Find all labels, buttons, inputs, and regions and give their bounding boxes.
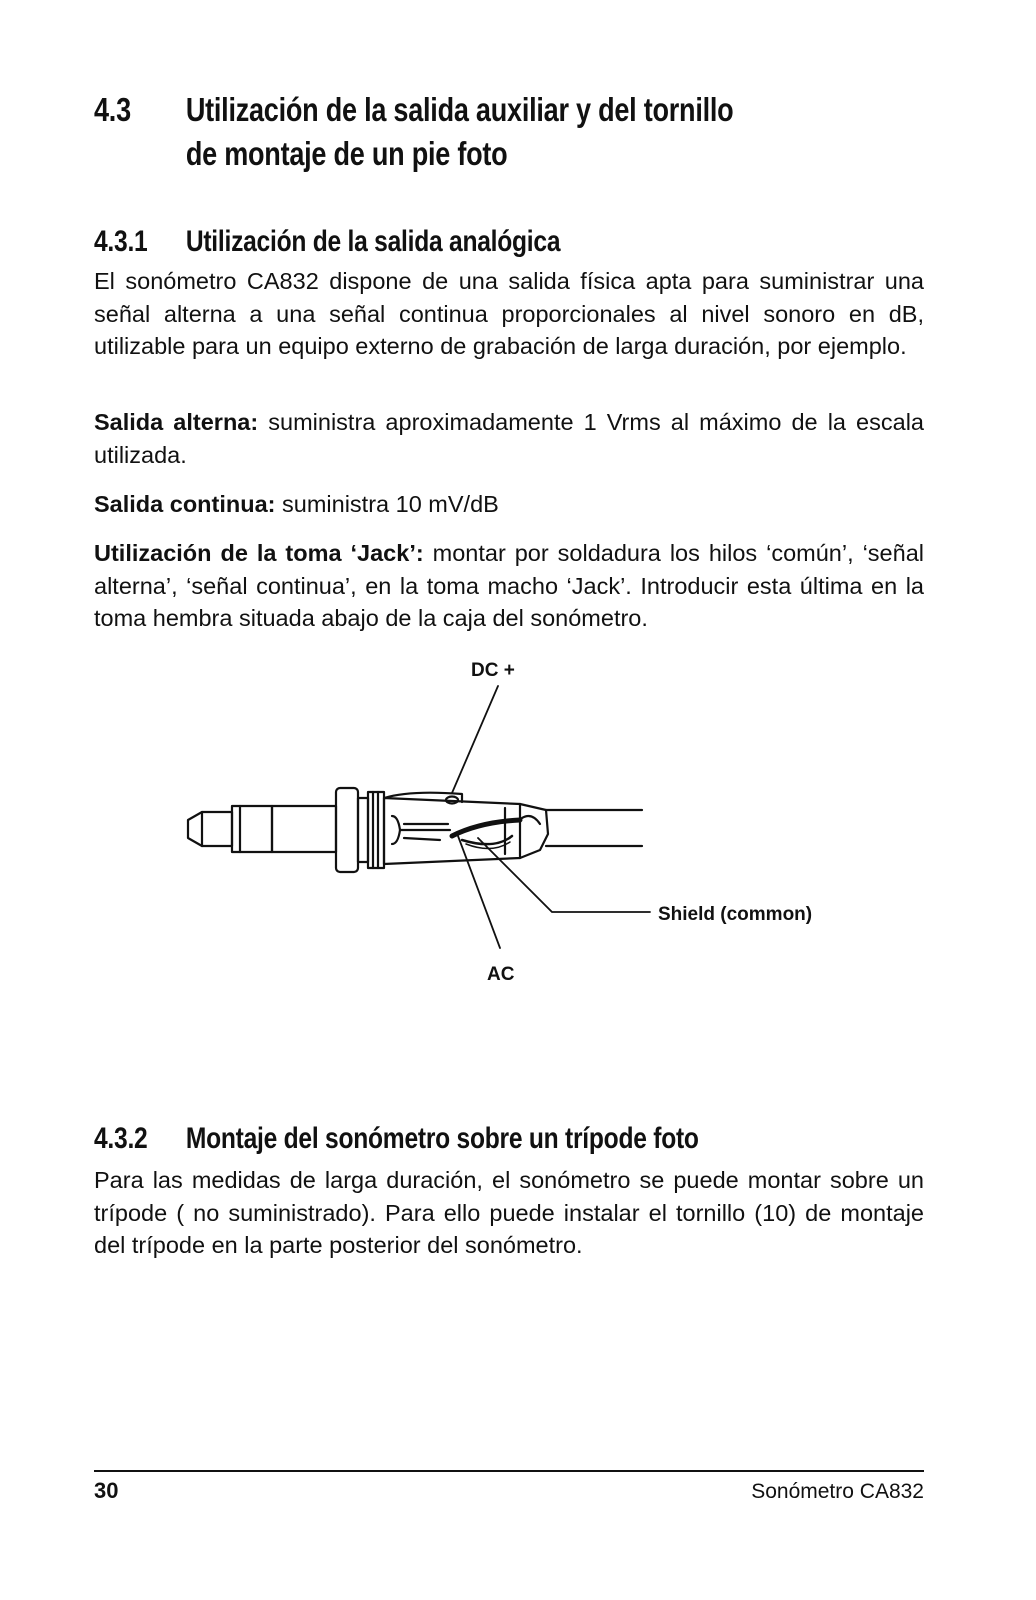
dc-output-text: suministra 10 mV/dB	[275, 491, 499, 517]
shield-leader-line	[478, 838, 650, 912]
jack-tip	[188, 812, 232, 846]
subsection-title: Utilización de la salida analógica	[185, 225, 561, 258]
dc-output-label: Salida continua:	[94, 491, 276, 517]
dc-label: DC +	[471, 660, 515, 681]
subsection-title: Montaje del sonómetro sobre un trípode foto	[185, 1122, 699, 1155]
jack-collar	[336, 788, 358, 872]
subsection-number: 4.3.2	[94, 1122, 148, 1155]
subsection-number: 4.3.1	[94, 225, 148, 258]
section-title-line2: de montaje de un pie foto	[185, 135, 508, 172]
page-number: 30	[94, 1478, 119, 1503]
shield-label: Shield (common)	[658, 904, 813, 925]
wire-signal	[452, 820, 520, 836]
ac-label: AC	[487, 964, 515, 985]
footer-rule	[94, 1470, 924, 1472]
ac-output-paragraph	[94, 406, 924, 471]
section-title-line1: Utilización de la salida auxiliar y del tornillo	[185, 91, 734, 128]
tripod-paragraph: Para las medidas de larga duración, el sonómetro se puede montar sobre un trípode ( no suministrado). Para ello puede instalar el tornillo (10) de montaje del trípode en la parte posterior del sonómetro.	[94, 1167, 924, 1258]
dc-leader-line	[452, 686, 498, 793]
jack-usage-text: montar por soldadura los hilos ‘común’, ‘señal alterna’, ‘señal continua’, en la toma macho ‘Jack’. Introducir esta última en la toma hembra situada abajo de la caja del sonómetro.	[94, 540, 924, 631]
ac-output-label: Salida alterna:	[94, 409, 259, 435]
intro-paragraph: El sonómetro CA832 dispone de una salida física apta para suministrar una señal alterna a una señal continua proporcionales al nivel sonoro en dB, utilizable para un equipo externo de grabación de larga duración, por ejemplo.	[94, 268, 924, 359]
subsection-heading-analog-output	[94, 224, 560, 260]
jack-sleeve	[272, 806, 336, 852]
cable-clamp	[520, 804, 548, 858]
jack-usage-label: Utilización de la toma ‘Jack’:	[94, 540, 424, 566]
jack-plug-diagram	[0, 640, 1036, 1000]
jack-usage-paragraph	[94, 537, 924, 635]
jack-ring	[232, 806, 272, 852]
section-number: 4.3	[94, 91, 131, 128]
subsection-heading-tripod	[94, 1121, 699, 1157]
ac-output-text: suministra aproximadamente 1 Vrms al máximo de la escala utilizada.	[94, 409, 924, 468]
footer-title: Sonómetro CA832	[751, 1480, 924, 1503]
section-heading	[94, 88, 733, 176]
section-title	[186, 88, 734, 176]
jack-grip	[368, 792, 384, 868]
dc-output-paragraph	[94, 488, 924, 521]
